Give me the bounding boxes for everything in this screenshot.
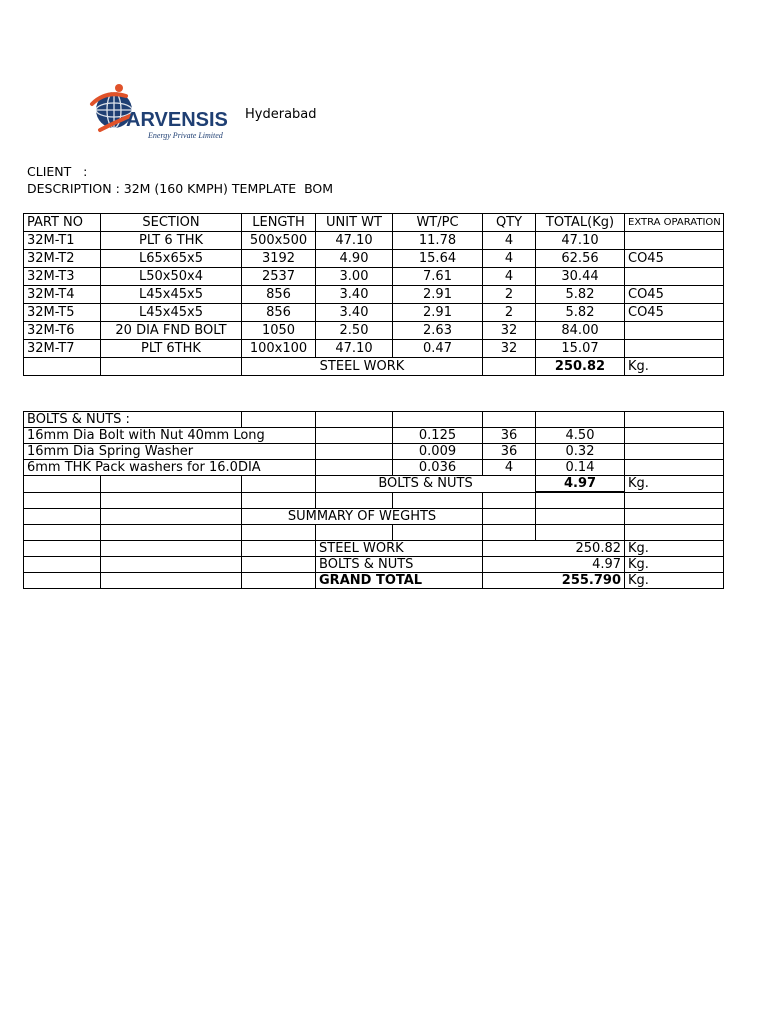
cell-wt-pc: 11.78 (393, 232, 483, 250)
empty-cell (101, 358, 242, 376)
svg-text:Energy Private Limited: Energy Private Limited (148, 131, 223, 140)
cell-extra: CO45 (625, 286, 724, 304)
cell-unit-wt: 3.00 (316, 268, 393, 286)
summary-unit: Kg. (625, 573, 724, 589)
bolts-total-unit: Kg. (625, 476, 724, 493)
cell-total: 5.82 (536, 304, 625, 322)
steel-work-total-row (24, 358, 724, 376)
cell-length: 1050 (242, 322, 316, 340)
cell-length: 100x100 (242, 340, 316, 358)
cell-length: 500x500 (242, 232, 316, 250)
cell-section: PLT 6 THK (101, 232, 242, 250)
table-row (24, 250, 724, 268)
col-header: TOTAL(Kg) (536, 214, 625, 232)
cell-total: 5.82 (536, 286, 625, 304)
svg-text:ARVENSIS: ARVENSIS (126, 109, 228, 131)
bolts-title-row (24, 412, 724, 428)
col-header: PART NO (24, 214, 101, 232)
cell-extra (625, 340, 724, 358)
table-row (24, 340, 724, 358)
table-row (24, 286, 724, 304)
grand-total-value: 255.790 (483, 573, 625, 589)
col-header: WT/PC (393, 214, 483, 232)
cell-part: 32M-T5 (24, 304, 101, 322)
cell-qty: 4 (483, 460, 536, 476)
table-row (24, 268, 724, 286)
cell-qty: 4 (483, 232, 536, 250)
cell-total: 15.07 (536, 340, 625, 358)
summary-title: SUMMARY OF WEGHTS (242, 509, 483, 525)
cell-section: L50x50x4 (101, 268, 242, 286)
cell-qty: 2 (483, 286, 536, 304)
summary-grand-row (24, 573, 724, 589)
cell-wt-pc: 7.61 (393, 268, 483, 286)
bolts-total-row (24, 476, 724, 493)
cell-part: 32M-T4 (24, 286, 101, 304)
cell-qty: 32 (483, 322, 536, 340)
bolt-description: 6mm THK Pack washers for 16.0DIA (24, 460, 316, 476)
cell-wt-pc: 0.009 (393, 444, 483, 460)
empty-cell (483, 358, 536, 376)
list-item (24, 460, 724, 476)
cell-wt-pc: 2.91 (393, 286, 483, 304)
parts-table (23, 213, 724, 376)
cell-part: 32M-T1 (24, 232, 101, 250)
summary-steel-row (24, 541, 724, 557)
cell-extra (625, 268, 724, 286)
cell-part: 32M-T2 (24, 250, 101, 268)
blank-row (24, 492, 724, 509)
cell-qty: 36 (483, 428, 536, 444)
cell-qty: 4 (483, 250, 536, 268)
cell-length: 3192 (242, 250, 316, 268)
cell-wt-pc: 2.63 (393, 322, 483, 340)
cell-wt-pc: 0.47 (393, 340, 483, 358)
arvensis-logo (86, 82, 238, 142)
cell-wt-pc: 0.125 (393, 428, 483, 444)
table-row (24, 232, 724, 250)
cell-part: 32M-T3 (24, 268, 101, 286)
empty-cell (24, 358, 101, 376)
col-header: EXTRA OPARATION (625, 214, 724, 232)
cell-part: 32M-T6 (24, 322, 101, 340)
blank-row (24, 525, 724, 541)
cell-length: 856 (242, 304, 316, 322)
cell-extra: CO45 (625, 304, 724, 322)
steel-work-total: 250.82 (536, 358, 625, 376)
table-row (24, 304, 724, 322)
city-label: Hyderabad (245, 107, 317, 122)
cell-total: 0.32 (536, 444, 625, 460)
cell-extra: CO45 (625, 250, 724, 268)
parts-header-row (24, 214, 724, 232)
cell-length: 856 (242, 286, 316, 304)
bolt-description: 16mm Dia Bolt with Nut 40mm Long (24, 428, 316, 444)
summary-bolts-label: BOLTS & NUTS (316, 557, 483, 573)
steel-work-label: STEEL WORK (242, 358, 483, 376)
client-line: CLIENT : (27, 164, 88, 179)
cell-section: L45x45x5 (101, 286, 242, 304)
cell-total: 62.56 (536, 250, 625, 268)
cell-total: 47.10 (536, 232, 625, 250)
cell-qty: 4 (483, 268, 536, 286)
summary-unit: Kg. (625, 557, 724, 573)
col-header: UNIT WT (316, 214, 393, 232)
cell-extra (625, 232, 724, 250)
steel-work-unit: Kg. (625, 358, 724, 376)
list-item (24, 428, 724, 444)
cell-unit-wt: 2.50 (316, 322, 393, 340)
description-line: DESCRIPTION : 32M (160 KMPH) TEMPLATE BOM (27, 181, 334, 196)
bolt-description: 16mm Dia Spring Washer (24, 444, 316, 460)
cell-qty: 2 (483, 304, 536, 322)
cell-section: PLT 6THK (101, 340, 242, 358)
cell-unit-wt: 47.10 (316, 232, 393, 250)
cell-length: 2537 (242, 268, 316, 286)
cell-total: 4.50 (536, 428, 625, 444)
col-header: QTY (483, 214, 536, 232)
cell-part: 32M-T7 (24, 340, 101, 358)
list-item (24, 444, 724, 460)
summary-steel-label: STEEL WORK (316, 541, 483, 557)
cell-unit-wt: 47.10 (316, 340, 393, 358)
summary-bolts-value: 4.97 (483, 557, 625, 573)
cell-extra (625, 322, 724, 340)
grand-total-label: GRAND TOTAL (316, 573, 483, 589)
cell-qty: 36 (483, 444, 536, 460)
bolts-summary-table (23, 411, 724, 589)
cell-unit-wt: 3.40 (316, 286, 393, 304)
summary-unit: Kg. (625, 541, 724, 557)
cell-unit-wt: 3.40 (316, 304, 393, 322)
bolts-total-value: 4.97 (536, 476, 625, 493)
cell-qty: 32 (483, 340, 536, 358)
bolts-title: BOLTS & NUTS : (24, 412, 242, 428)
cell-total: 84.00 (536, 322, 625, 340)
bolts-total-label: BOLTS & NUTS (316, 476, 536, 493)
cell-section: 20 DIA FND BOLT (101, 322, 242, 340)
table-row (24, 322, 724, 340)
summary-bolts-row (24, 557, 724, 573)
summary-steel-value: 250.82 (483, 541, 625, 557)
summary-title-row (24, 509, 724, 525)
cell-total: 30.44 (536, 268, 625, 286)
col-header: SECTION (101, 214, 242, 232)
cell-wt-pc: 15.64 (393, 250, 483, 268)
cell-unit-wt: 4.90 (316, 250, 393, 268)
cell-wt-pc: 2.91 (393, 304, 483, 322)
cell-section: L65x65x5 (101, 250, 242, 268)
cell-total: 0.14 (536, 460, 625, 476)
col-header: LENGTH (242, 214, 316, 232)
cell-section: L45x45x5 (101, 304, 242, 322)
cell-wt-pc: 0.036 (393, 460, 483, 476)
